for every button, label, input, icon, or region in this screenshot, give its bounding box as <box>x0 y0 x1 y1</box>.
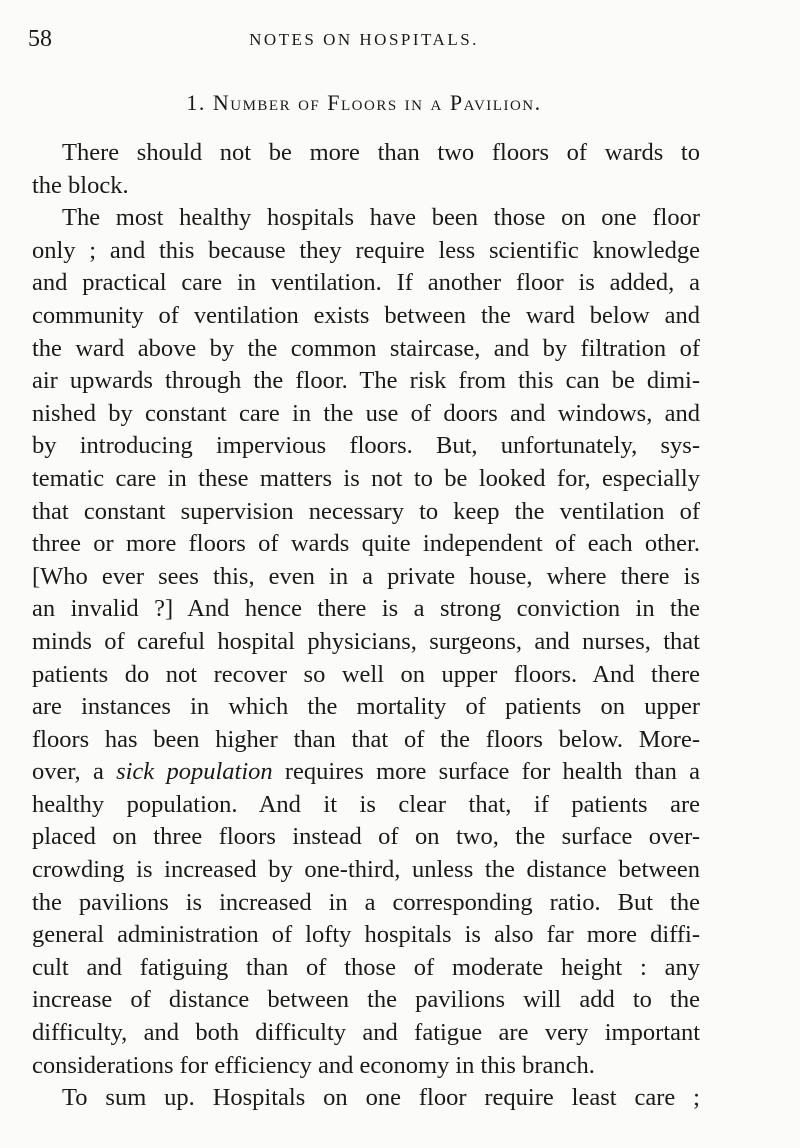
text-line: placed on three floors instead of on two, the surface over- <box>32 823 700 851</box>
text-segment: over, a <box>32 758 117 786</box>
text-line: and practical care in ventilation. If another floor is added, a <box>32 269 700 297</box>
text-line: To sum up. Hospitals on one floor require least care ; <box>62 1084 700 1112</box>
text-line: increase of distance between the pavilions will add to the <box>32 986 700 1014</box>
text-line: the ward above by the common staircase, and by filtration of <box>32 334 700 362</box>
text-line: considerations for efficiency and economy in this branch. <box>32 1051 595 1079</box>
text-line: crowding is increased by one-third, unless the distance between <box>32 856 700 884</box>
text-line: community of ventilation exists between the ward below and <box>32 301 700 329</box>
text-line: an invalid ?] And hence there is a strong conviction in the <box>32 595 700 623</box>
text-line: tematic care in these matters is not to be looked for, especially <box>32 464 700 492</box>
text-line: the block. <box>32 171 129 199</box>
text-line: patients do not recover so well on upper floors. And there <box>32 660 700 688</box>
text-line: nished by constant care in the use of doors and windows, and <box>32 399 700 427</box>
text-line <box>32 756 700 789</box>
text-line: floors has been higher than that of the floors below. More- <box>32 725 700 753</box>
body-text <box>32 137 700 1115</box>
text-line: difficulty, and both difficulty and fatigue are very important <box>32 1019 700 1047</box>
text-line: cult and fatiguing than of those of moderate height : any <box>32 953 700 981</box>
text-line: general administration of lofty hospitals is also far more diffi- <box>32 921 700 949</box>
text-line: the pavilions is increased in a corresponding ratio. But the <box>32 888 700 916</box>
text-line: are instances in which the mortality of patients on upper <box>32 693 700 721</box>
text-line: by introducing impervious floors. But, unfortunately, sys- <box>32 432 700 460</box>
running-head: NOTES ON HOSPITALS. <box>249 30 479 49</box>
section-heading: 1. Number of Floors in a Pavilion. <box>186 90 542 115</box>
text-line: minds of careful hospital physicians, surgeons, and nurses, that <box>32 627 700 655</box>
text-line: There should not be more than two floors of wards to <box>62 139 700 166</box>
page-number: 58 <box>28 26 52 52</box>
text-line: three or more floors of wards quite independent of each other. <box>32 530 700 558</box>
text-line: air upwards through the floor. The risk from this can be dimi- <box>32 367 700 395</box>
text-line: The most healthy hospitals have been those on one floor <box>62 204 700 232</box>
text-line: [Who ever sees this, even in a private house, where there is <box>32 562 700 590</box>
text-line: that constant supervision necessary to keep the ventilation of <box>32 497 700 525</box>
italic-text: sick population <box>116 758 273 786</box>
text-line: healthy population. And it is clear that, if patients are <box>32 790 700 818</box>
text-segment: requires more surface for health than a <box>272 758 700 786</box>
text-line: only ; and this because they require less scientific knowledge <box>32 236 700 264</box>
